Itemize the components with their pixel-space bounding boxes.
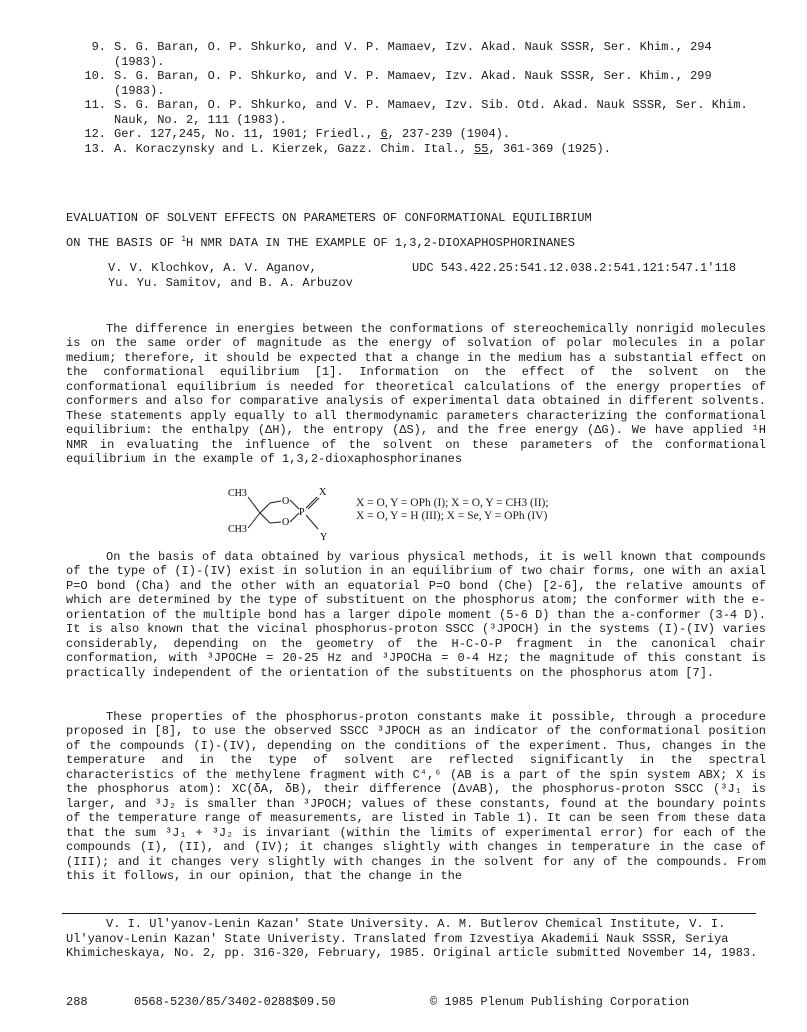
reference-text <box>114 142 754 157</box>
copyright-notice: © 1985 Plenum Publishing Corporation <box>430 995 690 1009</box>
x-substituent-label: X <box>319 487 327 498</box>
reference-volume: 55 <box>474 141 489 156</box>
reference-text <box>114 127 754 142</box>
author-list <box>108 261 428 290</box>
phosphorus-label: P <box>299 507 305 518</box>
paragraph-text: The difference in energies between the conformations of stereochemically nonrigid molecules is on the same order of magnitude as the energy of solvation of polar molecules in a polar medium; therefore, it should be expected that a change in the medium has a substantial effect on the conformational equilibrium [1]. Information on the effect of the solvent on the conformational equilibrium is needed for theoretical calculations of the energy properties of conformers and also for comparative analysis of experimental data obtained in different solvents. These statements apply equally to all thermodynamic parameters characterizing the conformational equilibrium: the enthalpy (ΔH), the entropy (ΔS), and the free energy (ΔG). We have applied ¹H NMR in evaluating the influence of the solvent on these parameters of the conformational equilibrium in the example of 1,3,2-dioxaphosphorinanes <box>66 322 766 467</box>
reference-item <box>74 142 754 157</box>
formula-line-2: X = O, Y = H (III); X = Se, Y = OPh (IV) <box>356 509 548 522</box>
affiliation-footnote: V. I. Ul'yanov-Lenin Kazan' State University. A. M. Butlerov Chemical Institute, V. I. Ul'yanov-Lenin Kazan' State Univeristy. Translated from Izvestiya Akademii Nauk SSSR, Seriya Khimicheskaya, No. 2, pp. 316-320, February, 1985. Original article submitted November 14, 1983. <box>66 917 758 960</box>
title-line-2-end: H NMR DATA IN THE EXAMPLE OF 1,3,2-DIOXAPHOSPHORINANES <box>186 236 575 250</box>
authors-line-1: V. V. Klochkov, A. V. Aganov, <box>108 261 317 275</box>
reference-number: 12. <box>84 127 106 141</box>
footnote-divider <box>62 913 756 914</box>
ch3-bottom-label: CH3 <box>228 524 247 535</box>
reference-volume: 6 <box>380 127 388 141</box>
oxygen-bottom-label: O <box>282 517 290 528</box>
page-number: 288 <box>66 995 88 1009</box>
page-footer <box>66 995 766 1009</box>
reference-text: S. G. Baran, O. P. Shkurko, and V. P. Mamaev, Izv. Sib. Otd. Akad. Nauk SSSR, Ser. Khim. Nauk, No. 2, 111 (1983). <box>114 98 748 127</box>
oxygen-top-label: O <box>282 496 290 507</box>
paragraph-text: These properties of the phosphorus-proton constants make it possible, through a procedure proposed in [8], to use the observed SSCC ³JPOCH as an indicator of the conformational position of the compounds (I)-(IV), depending on the conditions of the experiment. Thus, changes in the temperature and in the type of solvent are reflected significantly in the spectral characteristics of the methylene fragment with C⁴,⁶ (AB is a part of the spin system ABX; X is the phosphorus atom): XC(δA, δB), their difference (ΔνAB), the phosphorus-proton SSCC (³J₁ is larger, and ³J₂ is smaller than ³JPOCH; values of these constants, found at the boundary points of the temperature range of measurements, are listed in Table 1). It can be seen from these data that the sum ³J₁ + ³J₂ is invariant (within the limits of experimental error) for each of the compounds (I), (II), and (IV); it changes slightly with changes in temperature in the case of (III); and it changes very slightly with changes in the solvent for any of the compounds. From this it follows, in our opinion, that the change in the <box>66 710 766 883</box>
y-substituent-label: Y <box>320 532 328 543</box>
reference-text: S. G. Baran, O. P. Shkurko, and V. P. Mamaev, Izv. Akad. Nauk SSSR, Ser. Khim., 294 (1983). <box>114 40 712 69</box>
ch3-top-label: CH3 <box>228 488 247 499</box>
sscc-paragraph <box>66 710 766 883</box>
title-line-2 <box>66 229 746 254</box>
article-title <box>66 207 746 254</box>
reference-number: 13. <box>84 141 106 156</box>
title-superscript: 1 <box>181 235 187 244</box>
title-line-2-start: ON THE BASIS OF <box>66 236 182 250</box>
publication-code: 0568-5230/85/3402-0288$09.50 <box>134 995 336 1009</box>
intro-paragraph <box>66 322 766 467</box>
reference-pages: , 237-239 (1904). <box>387 127 511 141</box>
title-line-1: EVALUATION OF SOLVENT EFFECTS ON PARAMETERS OF CONFORMATIONAL EQUILIBRIUM <box>66 211 592 225</box>
compound-definitions <box>356 497 656 522</box>
conformer-paragraph <box>66 550 766 680</box>
authors-line-2: Yu. Yu. Samitov, and B. A. Arbuzov <box>108 275 353 290</box>
reference-item <box>74 127 754 142</box>
reference-item <box>74 69 754 98</box>
reference-text: S. G. Baran, O. P. Shkurko, and V. P. Mamaev, Izv. Akad. Nauk SSSR, Ser. Khim., 299 (1983). <box>114 69 712 98</box>
reference-source: A. Koraczynsky and L. Kierzek, Gazz. Chim. Ital., <box>114 141 475 156</box>
reference-number: 9. <box>91 40 106 54</box>
reference-pages: , 361-369 (1925). <box>488 141 611 156</box>
reference-item <box>74 40 754 69</box>
reference-number: 10. <box>84 69 106 83</box>
reference-source: Ger. 127,245, No. 11, 1901; Friedl., <box>114 127 381 141</box>
reference-item <box>74 98 754 127</box>
reference-number: 11. <box>84 98 106 112</box>
formula-line-1: X = O, Y = OPh (I); X = O, Y = CH3 (II); <box>356 497 549 509</box>
dioxaphosphorinane-structure <box>224 485 364 543</box>
paragraph-text: On the basis of data obtained by various physical methods, it is well known that compounds of the type of (I)-(IV) exist in solution in an equilibrium of two chair forms, one with an axial P=O bond (Cha) and the other with an equatorial P=O bond (Che) [2-6], the relative amounts of which are determined by the type of substituent on the phosphorus atom; the conformer with the e-orientation of the multiple bond has a larger dipole moment (5-6 D) than the a-conformer (3-4 D). It is also known that the vicinal phosphorus-proton SSCC (³JPOCH) in the systems (I)-(IV) varies considerably, depending on the geometry of the H-C-O-P fragment in the canonical chair conformation, with ³JPOCHe = 20-25 Hz and ³JPOCHa = 0-4 Hz; the magnitude of this constant is practically independent of the orientation of the substituents on the phosphorus atom [7]. <box>66 550 766 680</box>
udc-classification: UDC 543.422.25:541.12.038.2:541.121:547.1'118 <box>412 261 737 275</box>
reference-list <box>74 40 754 156</box>
